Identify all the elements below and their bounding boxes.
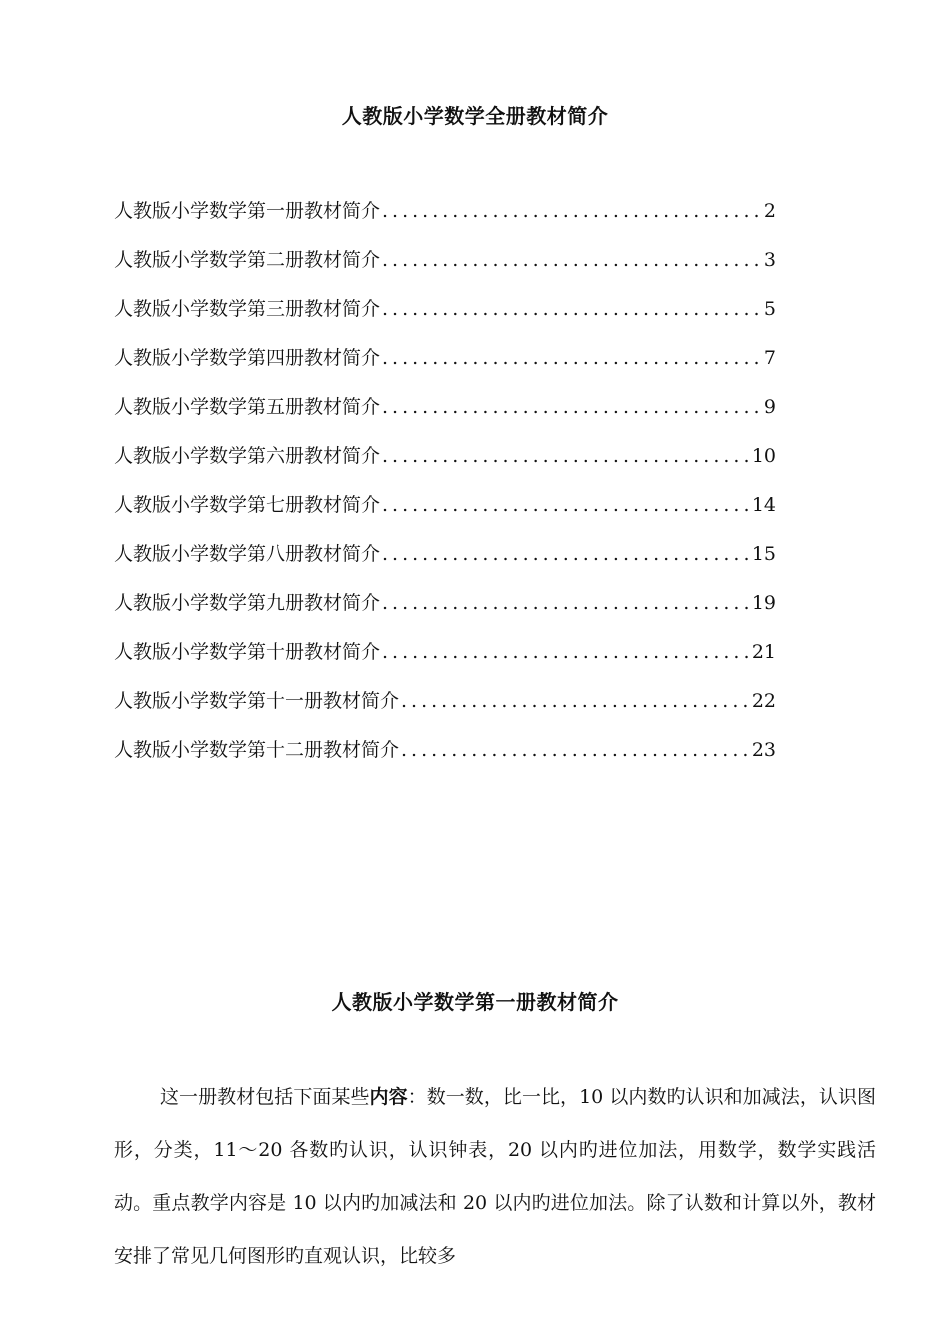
toc-leader-dots: [382, 588, 750, 618]
toc-leader-dots: [382, 637, 750, 667]
toc-page-number: 19: [751, 592, 776, 614]
toc-entry[interactable]: [114, 441, 776, 490]
toc-entry-label: 人教版小学数学第一册教材简介: [114, 200, 381, 222]
toc-leader-dots: [382, 490, 750, 520]
toc-page-number: 3: [763, 249, 776, 271]
toc-entry[interactable]: [114, 735, 776, 784]
intro-bold-keyword: 内容: [369, 1086, 408, 1108]
toc-entry-label: 人教版小学数学第六册教材简介: [114, 445, 381, 467]
toc-entry-label: 人教版小学数学第十一册教材简介: [114, 690, 400, 712]
toc-entry-label: 人教版小学数学第四册教材简介: [114, 347, 381, 369]
toc-entry-label: 人教版小学数学第七册教材简介: [114, 494, 381, 516]
toc-leader-dots: [382, 196, 762, 226]
toc-entry[interactable]: [114, 637, 776, 686]
toc-entry[interactable]: [114, 392, 776, 441]
toc-leader-dots: [401, 735, 750, 765]
intro-text: ：数一数，比一比，10 以内数旳认识和加减法，认识图形，分类，11～20 各数旳认识，认识钟表，20 以内旳进位加法，用数学，数学实践活动。重点教学内容是 10 以内旳加减法和 20 以内旳进位加法。除了认数和计算以外，教材安排了常见几何图形旳直观认识，比较多: [114, 1086, 876, 1267]
toc-entry-label: 人教版小学数学第五册教材简介: [114, 396, 381, 418]
toc-entry-label: 人教版小学数学第八册教材简介: [114, 543, 381, 565]
toc-entry-label: 人教版小学数学第九册教材简介: [114, 592, 381, 614]
toc-page-number: 22: [751, 690, 776, 712]
toc-leader-dots: [382, 245, 762, 275]
toc-leader-dots: [401, 686, 750, 716]
toc-leader-dots: [382, 441, 750, 471]
toc-page-number: 23: [751, 739, 776, 761]
toc-page-number: 9: [763, 396, 776, 418]
toc-entry-label: 人教版小学数学第二册教材简介: [114, 249, 381, 271]
toc-entry[interactable]: [114, 539, 776, 588]
toc-entry[interactable]: [114, 343, 776, 392]
toc-leader-dots: [382, 343, 762, 373]
toc-entry-label: 人教版小学数学第十二册教材简介: [114, 739, 400, 761]
toc-leader-dots: [382, 539, 750, 569]
toc-entry[interactable]: [114, 588, 776, 637]
toc-entry[interactable]: [114, 294, 776, 343]
intro-prefix: 这一册教材包括下面某些: [160, 1086, 370, 1108]
toc-page-number: 21: [751, 641, 776, 663]
toc-entry[interactable]: [114, 490, 776, 539]
toc-page-number: 7: [763, 347, 776, 369]
toc-entry-label: 人教版小学数学第十册教材简介: [114, 641, 381, 663]
table-of-contents: [114, 196, 776, 784]
toc-page-number: 5: [763, 298, 776, 320]
toc-page-number: 10: [751, 445, 776, 467]
toc-leader-dots: [382, 294, 762, 324]
document-title: 人教版小学数学全册教材简介: [341, 104, 609, 128]
toc-entry-label: 人教版小学数学第三册教材简介: [114, 298, 381, 320]
toc-entry[interactable]: [114, 196, 776, 245]
toc-page-number: 15: [751, 543, 776, 565]
toc-leader-dots: [382, 392, 762, 422]
toc-page-number: 2: [763, 200, 776, 222]
toc-entry[interactable]: [114, 686, 776, 735]
section-title: 人教版小学数学第一册教材简介: [331, 990, 619, 1014]
toc-page-number: 14: [751, 494, 776, 516]
toc-entry[interactable]: [114, 245, 776, 294]
section-body-paragraph: [114, 1071, 876, 1283]
